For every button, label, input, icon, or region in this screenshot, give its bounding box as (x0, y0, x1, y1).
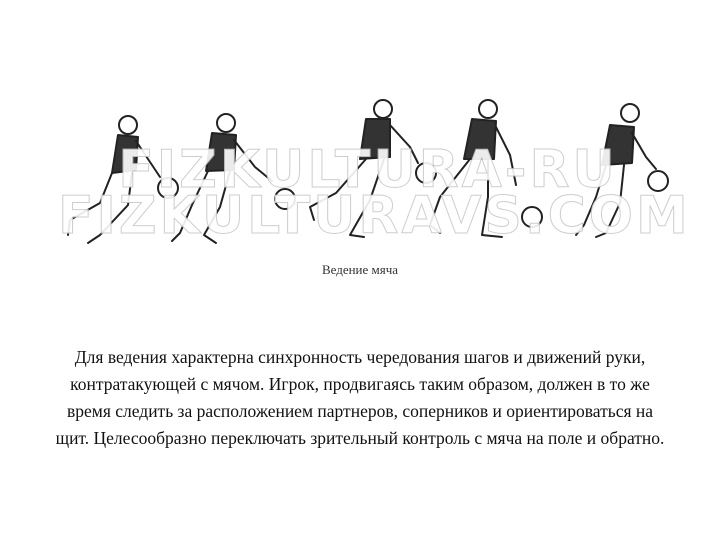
player-figure-5 (576, 104, 656, 237)
ball-4 (522, 207, 542, 227)
figure-caption: Ведение мяча (321, 262, 399, 277)
body-paragraph: Для ведения характерна синхронность чередования шагов и движений руки, контратакующей с мячом. Игрок, продвигаясь таким образом, должен в то же время следить за расположением партнеров, соперников и ориентироваться на щит. Целесообразно переключать зрительный контроль с мяча на поле и обратно. (55, 347, 665, 448)
ball-5 (648, 171, 668, 191)
watermark-line-1: FIZKULTURA-RU (118, 140, 618, 200)
player-figure-4 (430, 100, 516, 237)
player-figure-3 (310, 100, 418, 237)
player-figure-2 (172, 114, 272, 243)
ball-1 (158, 178, 178, 198)
watermark-line-2: FIZKULTURAVS.COM (58, 186, 691, 246)
dribbling-illustration (40, 85, 691, 260)
player-figure-1 (68, 116, 160, 243)
ball-2 (275, 189, 295, 209)
ball-3 (416, 163, 436, 183)
